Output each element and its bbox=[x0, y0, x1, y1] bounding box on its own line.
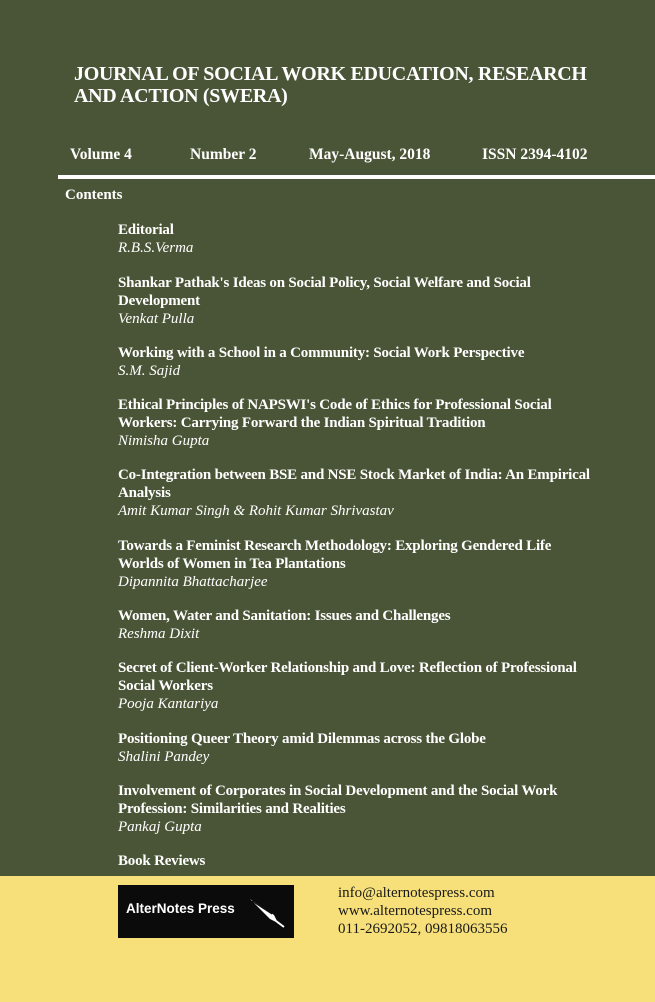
toc-entry-author: Venkat Pulla bbox=[118, 311, 195, 327]
toc-entry bbox=[118, 730, 593, 766]
publisher-email[interactable]: info@alternotespress.com bbox=[338, 885, 495, 901]
toc-entry-author: R.B.S.Verma bbox=[118, 240, 194, 256]
toc-entry-author: Shalini Pandey bbox=[118, 749, 210, 765]
publisher-website[interactable]: www.alternotespress.com bbox=[338, 903, 492, 919]
period-label: May-August, 2018 bbox=[309, 146, 431, 163]
pen-nib-icon bbox=[248, 895, 288, 929]
toc-entry-author: Amit Kumar Singh & Rohit Kumar Shrivastav bbox=[118, 503, 394, 519]
toc-entry-title: Working with a School in a Community: Social Work Perspective bbox=[118, 345, 525, 361]
toc-entry bbox=[118, 396, 593, 450]
toc-entry-title: Co-Integration between BSE and NSE Stock Market of India: An Empirical Analysis bbox=[118, 467, 590, 501]
publisher-logo bbox=[118, 885, 294, 938]
toc-entry bbox=[118, 659, 593, 713]
toc-entry bbox=[118, 607, 593, 643]
toc-entry-title: Shankar Pathak's Ideas on Social Policy, Social Welfare and Social Development bbox=[118, 275, 531, 309]
toc-entry-title: Involvement of Corporates in Social Development and the Social Work Profession: Similarities and Realities bbox=[118, 783, 558, 817]
publisher-contact bbox=[338, 884, 507, 938]
book-reviews-label: Book Reviews bbox=[118, 853, 206, 869]
toc-entry-author: Pooja Kantariya bbox=[118, 696, 219, 712]
toc-entry bbox=[118, 344, 593, 380]
toc-entry-author: Pankaj Gupta bbox=[118, 819, 202, 835]
toc-entry-author: Reshma Dixit bbox=[118, 626, 200, 642]
volume-label: Volume 4 bbox=[70, 146, 132, 163]
contents-heading: Contents bbox=[65, 187, 123, 203]
toc-entry-title: Towards a Feminist Research Methodology: Exploring Gendered Life Worlds of Women in Tea Plantations bbox=[118, 538, 552, 572]
book-reviews bbox=[118, 852, 593, 870]
number-label: Number 2 bbox=[190, 146, 257, 163]
toc-entry bbox=[118, 537, 593, 591]
toc-entry-title: Secret of Client-Worker Relationship and Love: Reflection of Professional Social Workers bbox=[118, 660, 577, 694]
publisher-footer bbox=[0, 876, 655, 1002]
toc-entry bbox=[118, 466, 593, 520]
toc-entry-title: Ethical Principles of NAPSWI's Code of Ethics for Professional Social Workers: Carrying Forward the Indian Spiritual Tradition bbox=[118, 397, 552, 431]
logo-text: AlterNotes Press bbox=[126, 901, 235, 916]
issn-label: ISSN 2394-4102 bbox=[482, 146, 588, 163]
toc-entry-title: Women, Water and Sanitation: Issues and Challenges bbox=[118, 608, 451, 624]
toc-entry-title: Editorial bbox=[118, 222, 174, 238]
toc-entry-author: Dipannita Bhattacharjee bbox=[118, 574, 268, 590]
toc-entry bbox=[118, 221, 593, 257]
toc-entry bbox=[118, 782, 593, 836]
header-divider bbox=[58, 175, 655, 179]
toc-entry-title: Positioning Queer Theory amid Dilemmas across the Globe bbox=[118, 731, 486, 747]
journal-title: JOURNAL OF SOCIAL WORK EDUCATION, RESEARCH AND ACTION (SWERA) bbox=[74, 63, 587, 107]
publisher-phone: 011-2692052, 09818063556 bbox=[338, 921, 508, 937]
toc-entry-author: S.M. Sajid bbox=[118, 363, 181, 379]
toc-entry-author: Nimisha Gupta bbox=[118, 433, 210, 449]
toc-entry bbox=[118, 274, 593, 328]
